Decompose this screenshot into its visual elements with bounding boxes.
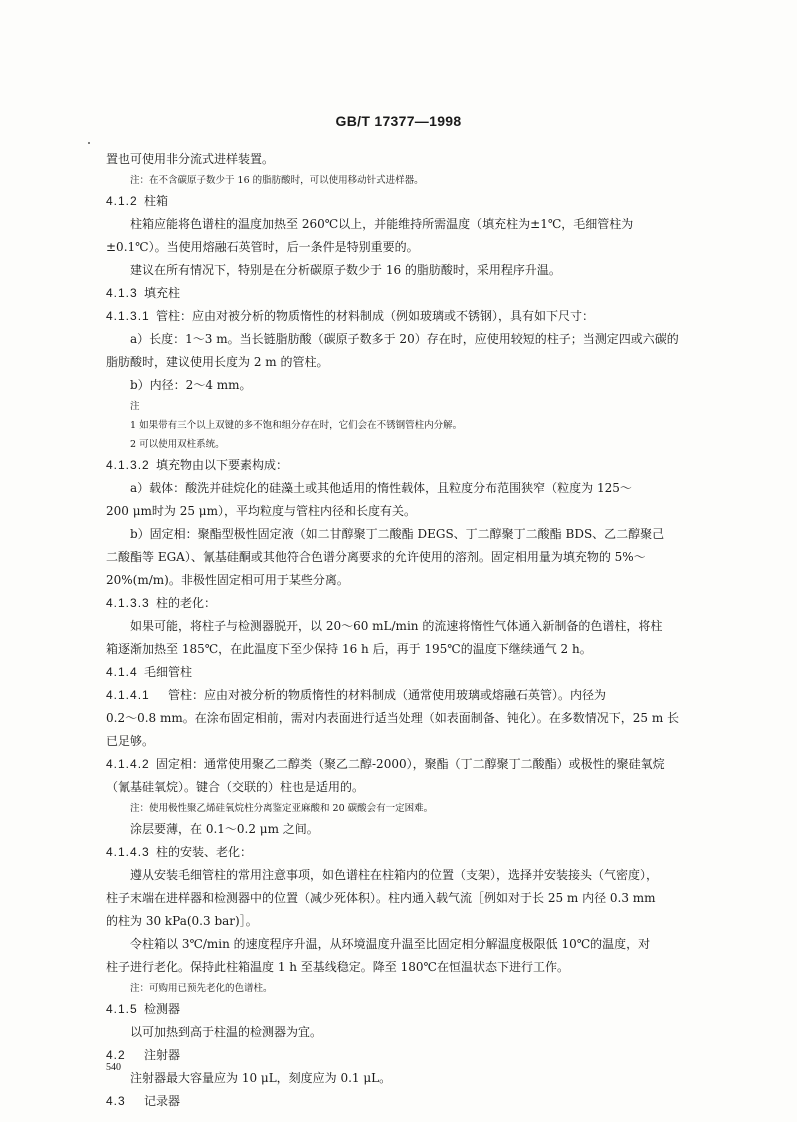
section-heading-4-1-3-2: [106, 454, 718, 477]
paragraph-line: 置也可使用非分流式进样装置。: [106, 152, 275, 166]
section-heading-4-1-5: [106, 998, 718, 1021]
section-heading-4-1-3: [106, 282, 718, 305]
section-heading-4-1-4-3: [106, 841, 718, 864]
paragraph-line: 的柱为 30 kPa(0.3 bar)］。: [106, 914, 258, 928]
paragraph-line: 已足够。: [106, 734, 155, 748]
paragraph-line: （氰基硅氧烷）。键合（交联的）柱也是适用的。: [106, 780, 365, 794]
section-title: 填充柱: [144, 286, 181, 300]
section-heading-4-1-4-1: [106, 684, 718, 707]
section-number: 4.1.4: [106, 665, 138, 679]
section-number: 4.1.2: [106, 194, 138, 208]
section-text: 填充物由以下要素构成：: [156, 458, 289, 472]
list-item-a: a）载体：酸洗并硅烷化的硅藻土或其他适用的惰性载体，且粒度分布范围狭窄（粒度为 125～: [130, 481, 632, 495]
section-number: 4.1.3: [106, 286, 138, 300]
section-title: 检测器: [144, 1002, 181, 1016]
paragraph-line: 遵从安装毛细管柱的常用注意事项，如色谱柱在柱箱内的位置（支架），选择并安装接头（气密度），: [130, 868, 659, 882]
list-item-a: a）长度：1～3 m。当长链脂肪酸（碳原子数多于 20）存在时，应使用较短的柱子；当测定四或六碳的: [130, 332, 679, 346]
list-item-b: b）固定相：聚酯型极性固定液（如二甘醇聚丁二酸酯 DEGS、丁二醇聚丁二酸酯 BDS、乙二醇聚己: [130, 527, 665, 541]
section-number: 4.1.3.1: [106, 309, 150, 323]
section-heading-4-1-2: [106, 190, 718, 213]
section-number: 4.3: [106, 1094, 126, 1108]
standard-code-header: GB/T 17377—1998: [335, 113, 462, 129]
section-title: 注射器: [144, 1048, 181, 1062]
section-number: 4.1.4.3: [106, 845, 150, 859]
list-item-b: b）内径：2～4 mm。: [130, 378, 252, 392]
note: 注：在不含碳原子数少于 16 的脂肪酸时，可以使用移动针式进样器。: [130, 175, 424, 186]
paragraph-line: 建议在所有情况下，特别是在分析碳原子数少于 16 的脂肪酸时，采用程序升温。: [130, 263, 561, 277]
section-number: 4.1.3.2: [106, 458, 150, 472]
section-number: 4.1.4.2: [106, 757, 150, 771]
paragraph-line: 柱箱应能将色谱柱的温度加热至 260℃以上，并能维持所需温度（填充柱为±1℃，毛细管柱为: [130, 217, 634, 231]
paragraph-line: 如果可能，将柱子与检测器脱开，以 20～60 mL/min 的流速将惰性气体通入新制备的色谱柱，将柱: [130, 619, 663, 633]
section-number: 4.1.5: [106, 1002, 138, 1016]
section-text: 管柱：应由对被分析的物质惰性的材料制成（例如玻璃或不锈钢），具有如下尺寸：: [156, 309, 595, 323]
section-text: 固定相：通常使用聚乙二醇类（聚乙二醇-2000），聚酯（丁二醇聚丁二酸酯）或极性的聚硅氧烷: [156, 757, 665, 771]
section-heading-4-1-3-1: [106, 305, 718, 328]
paragraph-line: 柱子进行老化。保持此柱箱温度 1 h 至基线稳定。降至 180℃在恒温状态下进行工作。: [106, 960, 569, 974]
section-title: 毛细管柱: [144, 665, 193, 679]
paragraph-line: 脂肪酸时，建议使用长度为 2 m 的管柱。: [106, 355, 329, 369]
paragraph-line: 以可加热到高于柱温的检测器为宜。: [130, 1025, 323, 1039]
section-heading-4-1-4-2: [106, 753, 718, 776]
paragraph-line: 0.2～0.8 mm。在涂布固定相前，需对内表面进行适当处理（如表面制备、钝化）。在多数情况下，25 m 长: [106, 711, 680, 725]
paragraph-line: 柱子末端在进样器和检测器中的位置（减少死体积）。柱内通入载气流［例如对于长 25 m 内径 0.3 mm: [106, 891, 656, 905]
note: 注：可购用已预先老化的色谱柱。: [130, 983, 273, 994]
paragraph-line: 200 μm时为 25 μm），平均粒度与管柱内径和长度有关。: [106, 504, 416, 518]
section-number: 4.1.4.1: [106, 688, 150, 702]
section-text: 柱的老化：: [156, 596, 217, 610]
paragraph-line: 二酸酯等 EGA）、氰基硅酮或其他符合色谱分离要求的允许使用的溶剂。固定相用量为填充物的 5%～: [106, 550, 646, 564]
section-heading-4-2: [106, 1044, 718, 1067]
document-body: [106, 148, 718, 1113]
note-item: 1 如果带有三个以上双键的多不饱和组分存在时，它们会在不锈钢管柱内分解。: [130, 420, 463, 431]
paragraph-line: 涂层要薄，在 0.1～0.2 μm 之间。: [130, 822, 319, 836]
section-text: 柱的安装、老化：: [156, 845, 253, 859]
page-number: 540: [106, 1062, 121, 1073]
paragraph-line: 令柱箱以 3℃/min 的速度程序升温，从环境温度升温至比固定相分解温度极限低 10℃的温度，对: [130, 937, 651, 951]
section-title: 柱箱: [144, 194, 169, 208]
note-heading: 注: [130, 401, 140, 412]
section-number: 4.1.3.3: [106, 596, 150, 610]
section-text: 管柱：应由对被分析的物质惰性的材料制成（通常使用玻璃或熔融石英管）。内径为: [168, 688, 607, 702]
scan-speck: [88, 142, 90, 144]
section-number: 4.2: [106, 1048, 126, 1062]
note: 注：使用极性聚乙烯硅氧烷柱分离鉴定亚麻酸和 20 碳酸会有一定困难。: [130, 803, 434, 814]
section-heading-4-3: [106, 1090, 718, 1113]
paragraph-line: 20%(m/m)。非极性固定相可用于某些分离。: [106, 573, 349, 587]
paragraph-line: ±0.1℃）。当使用熔融石英管时，后一条件是特别重要的。: [106, 240, 419, 254]
note-item: 2 可以使用双柱系统。: [130, 439, 225, 450]
section-heading-4-1-3-3: [106, 592, 718, 615]
paragraph-line: 箱逐渐加热至 185℃，在此温度下至少保持 16 h 后，再于 195℃的温度下继续通气 2 h。: [106, 642, 592, 656]
section-title: 记录器: [144, 1094, 181, 1108]
paragraph-line: 注射器最大容量应为 10 μL，刻度应为 0.1 μL。: [130, 1071, 392, 1085]
section-heading-4-1-4: [106, 661, 718, 684]
